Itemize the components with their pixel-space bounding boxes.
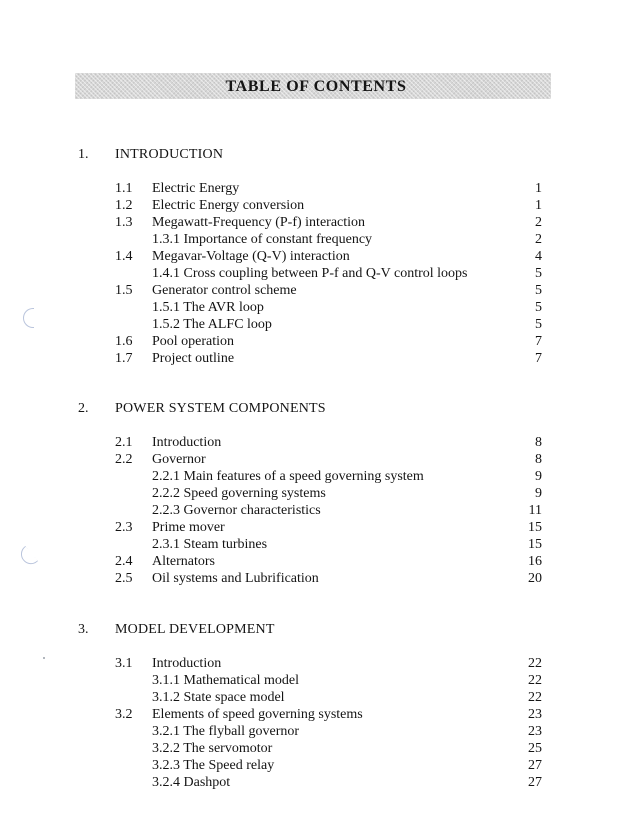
entry-page: 27 (528, 775, 542, 790)
entry-page: 25 (528, 741, 542, 756)
subentry-title: 1.5.1 The AVR loop (152, 300, 264, 315)
entry-page: 7 (535, 334, 542, 349)
entry-page: 15 (528, 520, 542, 535)
entry-page: 5 (535, 283, 542, 298)
entry-number: 2.1 (115, 435, 133, 450)
subentry-title: 3.2.2 The servomotor (152, 741, 273, 756)
entry-title: Elements of speed governing systems (152, 707, 363, 722)
section-number: 2. (78, 401, 89, 416)
entry-title: Governor (152, 452, 206, 467)
subentry-title: 3.1.1 Mathematical model (152, 673, 299, 688)
subentry-title: 2.2.2 Speed governing systems (152, 486, 326, 501)
entry-page: 1 (535, 181, 542, 196)
section-number: 3. (78, 622, 89, 637)
subentry-title: 1.3.1 Importance of constant frequency (152, 232, 373, 247)
entry-page: 9 (535, 469, 542, 484)
entry-page: 8 (535, 452, 542, 467)
subentry-title: 3.2.3 The Speed relay (152, 758, 275, 773)
section-title: MODEL DEVELOPMENT (115, 622, 275, 637)
entry-number: 1.5 (115, 283, 133, 298)
entry-number: 3.1 (115, 656, 133, 671)
entry-title: Alternators (152, 554, 215, 569)
entry-page: 4 (535, 249, 542, 264)
entry-page: 22 (528, 690, 542, 705)
entry-page: 9 (535, 486, 542, 501)
entry-page: 2 (535, 215, 542, 230)
entry-title: Project outline (152, 351, 235, 366)
entry-page: 27 (528, 758, 542, 773)
section-title: INTRODUCTION (115, 147, 224, 162)
section-number: 1. (78, 147, 89, 162)
entry-page: 15 (528, 537, 542, 552)
subentry-title: 3.2.1 The flyball governor (152, 724, 300, 739)
subentry-title: 2.3.1 Steam turbines (152, 537, 268, 552)
entry-page: 16 (528, 554, 542, 569)
entry-title: Prime mover (152, 520, 225, 535)
entry-number: 2.4 (115, 554, 133, 569)
entry-number: 1.3 (115, 215, 133, 230)
entry-page: 23 (528, 724, 542, 739)
entry-title: Generator control scheme (152, 283, 297, 298)
page-title: TABLE OF CONTENTS (225, 78, 407, 95)
entry-page: 23 (528, 707, 542, 722)
entry-number: 1.4 (115, 249, 133, 264)
subentry-title: 2.2.3 Governor characteristics (152, 503, 321, 518)
entry-number: 1.6 (115, 334, 133, 349)
entry-page: 2 (535, 232, 542, 247)
binder-hole-mark (23, 308, 34, 328)
subentry-title: 3.1.2 State space model (152, 690, 285, 705)
title-banner (75, 73, 551, 99)
entry-page: 7 (535, 351, 542, 366)
entry-title: Introduction (152, 656, 222, 671)
entry-number: 1.2 (115, 198, 133, 213)
subentry-title: 1.5.2 The ALFC loop (152, 317, 272, 332)
subentry-title: 3.2.4 Dashpot (152, 775, 231, 790)
entry-number: 2.3 (115, 520, 133, 535)
entry-page: 5 (535, 300, 542, 315)
entry-page: 11 (528, 503, 542, 518)
entry-page: 1 (535, 198, 542, 213)
entry-number: 3.2 (115, 707, 133, 722)
entry-title: Megawatt-Frequency (P-f) interaction (152, 215, 366, 230)
entry-title: Megavar-Voltage (Q-V) interaction (152, 249, 350, 264)
section-title: POWER SYSTEM COMPONENTS (115, 401, 326, 416)
entry-page: 20 (528, 571, 542, 586)
entry-title: Electric Energy (152, 181, 240, 196)
scan-speck (43, 657, 45, 659)
entry-title: Introduction (152, 435, 222, 450)
entry-number: 2.5 (115, 571, 133, 586)
entry-title: Pool operation (152, 334, 235, 349)
entry-number: 2.2 (115, 452, 133, 467)
entry-page: 22 (528, 673, 542, 688)
entry-number: 1.7 (115, 351, 133, 366)
subentry-title: 2.2.1 Main features of a speed governing system (152, 469, 424, 484)
entry-title: Electric Energy conversion (152, 198, 305, 213)
entry-page: 22 (528, 656, 542, 671)
entry-page: 8 (535, 435, 542, 450)
binder-hole-mark (17, 546, 38, 568)
entry-title: Oil systems and Lubrification (152, 571, 319, 586)
subentry-title: 1.4.1 Cross coupling between P-f and Q-V control loops (152, 266, 468, 281)
entry-page: 5 (535, 266, 542, 281)
entry-number: 1.1 (115, 181, 133, 196)
entry-page: 5 (535, 317, 542, 332)
